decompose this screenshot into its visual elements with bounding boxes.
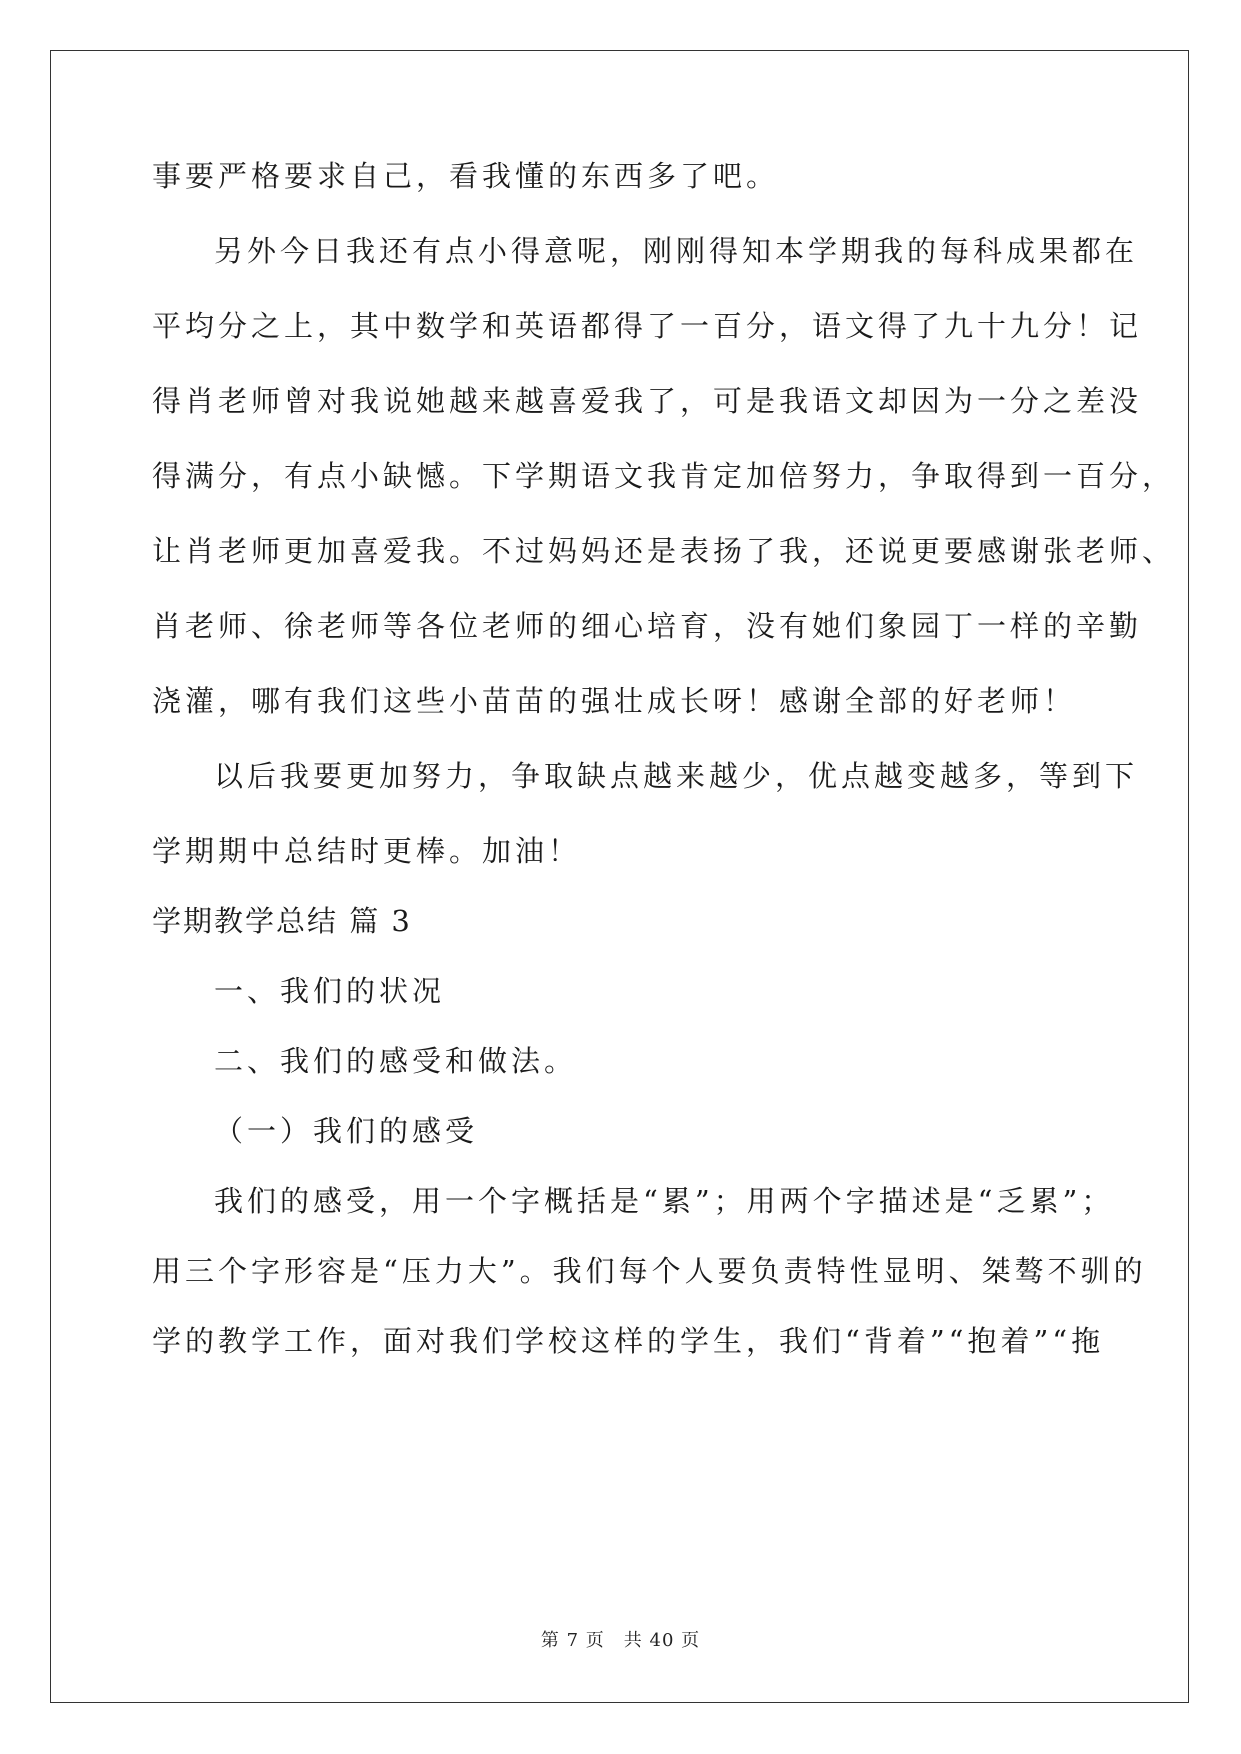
paragraph-line: 以后我要更加努力，争取缺点越来越少，优点越变越多，等到下 (214, 759, 1139, 793)
body-line: 事要严格要求自己，看我懂的东西多了吧。 (152, 159, 780, 193)
paragraph-line: 我们的感受，用一个字概括是“累”；用两个字描述是“乏累”； (214, 1184, 1115, 1218)
body-line: 得满分，有点小缺憾。下学期语文我肯定加倍努力，争取得到一百分， (152, 459, 1176, 493)
subheading-line: 二、我们的感受和做法。 (214, 1044, 578, 1078)
subheading-line: 一、我们的状况 (214, 974, 446, 1008)
body-line: 肖老师、徐老师等各位老师的细心培育，没有她们象园丁一样的辛勤 (152, 609, 1143, 643)
body-line: 浇灌，哪有我们这些小苗苗的强壮成长呀！感谢全部的好老师！ (152, 684, 1077, 718)
body-line: 让肖老师更加喜爱我。不过妈妈还是表扬了我，还说更要感谢张老师、 (152, 534, 1176, 568)
page-number-footer: 第 7 页 共 40 页 (540, 1630, 701, 1651)
body-line: 学期期中总结时更棒。加油！ (152, 834, 582, 868)
body-line: 平均分之上，其中数学和英语都得了一百分，语文得了九十九分！记 (152, 309, 1143, 343)
subheading-line: （一）我们的感受 (214, 1114, 479, 1148)
paragraph-line: 另外今日我还有点小得意呢，刚刚得知本学期我的每科成果都在 (214, 234, 1139, 268)
body-line: 得肖老师曾对我说她越来越喜爱我了，可是我语文却因为一分之差没 (152, 384, 1143, 418)
section-heading: 学期教学总结 篇 3 (152, 904, 412, 938)
body-line: 学的教学工作，面对我们学校这样的学生，我们“背着”“抱着”“拖 (152, 1324, 1105, 1358)
page-border (50, 50, 1189, 1703)
body-line: 用三个字形容是“压力大”。我们每个人要负责特性显明、桀骜不驯的 (152, 1254, 1147, 1288)
